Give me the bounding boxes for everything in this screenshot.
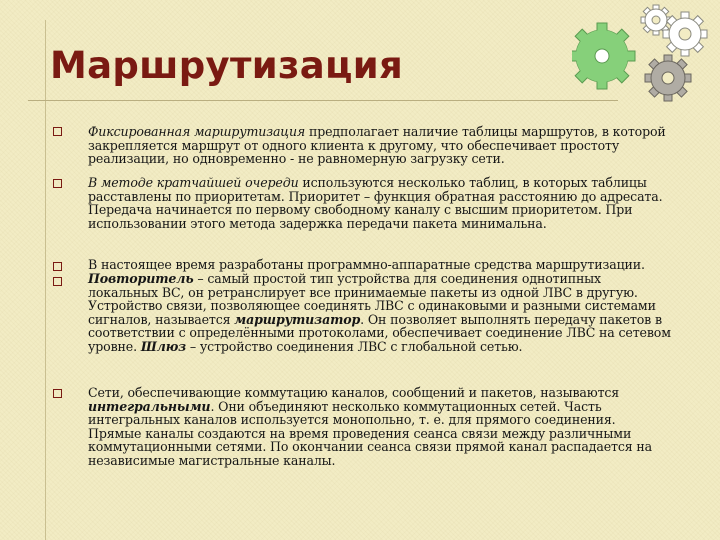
text-term: Шлюз	[140, 338, 187, 354]
square-outline-icon	[53, 277, 62, 286]
text-segment: предполагает наличие таблицы маршрутов, в которой закрепляется маршрут от одного клиента к другому, что обеспечивает простоту реализации, но одновременно - не равномерную загрузку сети.	[88, 124, 666, 167]
text-segment: – самый простой тип устройства для соединения однотипных локальных ВС, он ретранслирует все принимаемые пакеты из одной ЛВС в другую. Устройство связи, позволяющее соединять ЛВС с одинаковыми и разными системами сигналов, называется	[88, 271, 656, 327]
square-outline-icon	[53, 179, 62, 188]
item-text	[88, 258, 672, 272]
gear-gray-icon	[645, 55, 691, 101]
text-term: маршрутизатор	[234, 311, 361, 327]
text-term: Повторитель	[88, 271, 194, 286]
square-outline-icon	[53, 127, 62, 136]
gear-green-icon	[572, 23, 635, 89]
gears-icon	[572, 4, 712, 104]
text-term: Фиксированная маршрутизация	[88, 124, 306, 139]
text-segment: . Они объединяют несколько коммутационных сетей. Часть интегральных каналов используется монопольно, т. е. для прямого соединения. Прямые каналы создаются на время проведения сеанса связи между различными коммутационными сетями. По окончании сеанса связи прямой канал распадается на независимые магистральные каналы.	[88, 398, 652, 468]
square-outline-icon	[53, 262, 62, 271]
text-term: интегральными	[88, 398, 211, 414]
text-segment: Сети, обеспечивающие коммутацию каналов, сообщений и пакетов, называются	[88, 385, 620, 400]
item-text	[88, 386, 672, 468]
text-segment: . Он позволяет выполнять передачу пакетов в соответствии с определёнными протоколами, обеспечивает соединение ЛВС на сетевом уровне.	[88, 311, 671, 354]
item-text	[88, 272, 672, 354]
vertical-rule	[45, 20, 46, 540]
item-text	[88, 176, 672, 230]
text-segment: – устройство соединения ЛВС с глобальной сетью.	[186, 338, 523, 354]
slide-title: Маршрутизация	[50, 44, 404, 87]
text-segment: В настоящее время разработаны программно-аппаратные средства маршрутизации.	[88, 257, 645, 272]
gear-white-large-icon	[663, 12, 707, 56]
text-segment: используются несколько таблиц, в которых таблицы расставлены по приоритетам. Приоритет – функция обратная расстоянию до адресата. Передача начинается по первому свободному каналу с высшим приоритетом. При использовании этого метода задержка передачи пакета минимальна.	[88, 175, 663, 231]
square-outline-icon	[53, 389, 62, 398]
title-underline	[28, 100, 618, 101]
item-text	[88, 125, 672, 166]
text-term: В методе кратчайшей очереди	[88, 175, 299, 190]
